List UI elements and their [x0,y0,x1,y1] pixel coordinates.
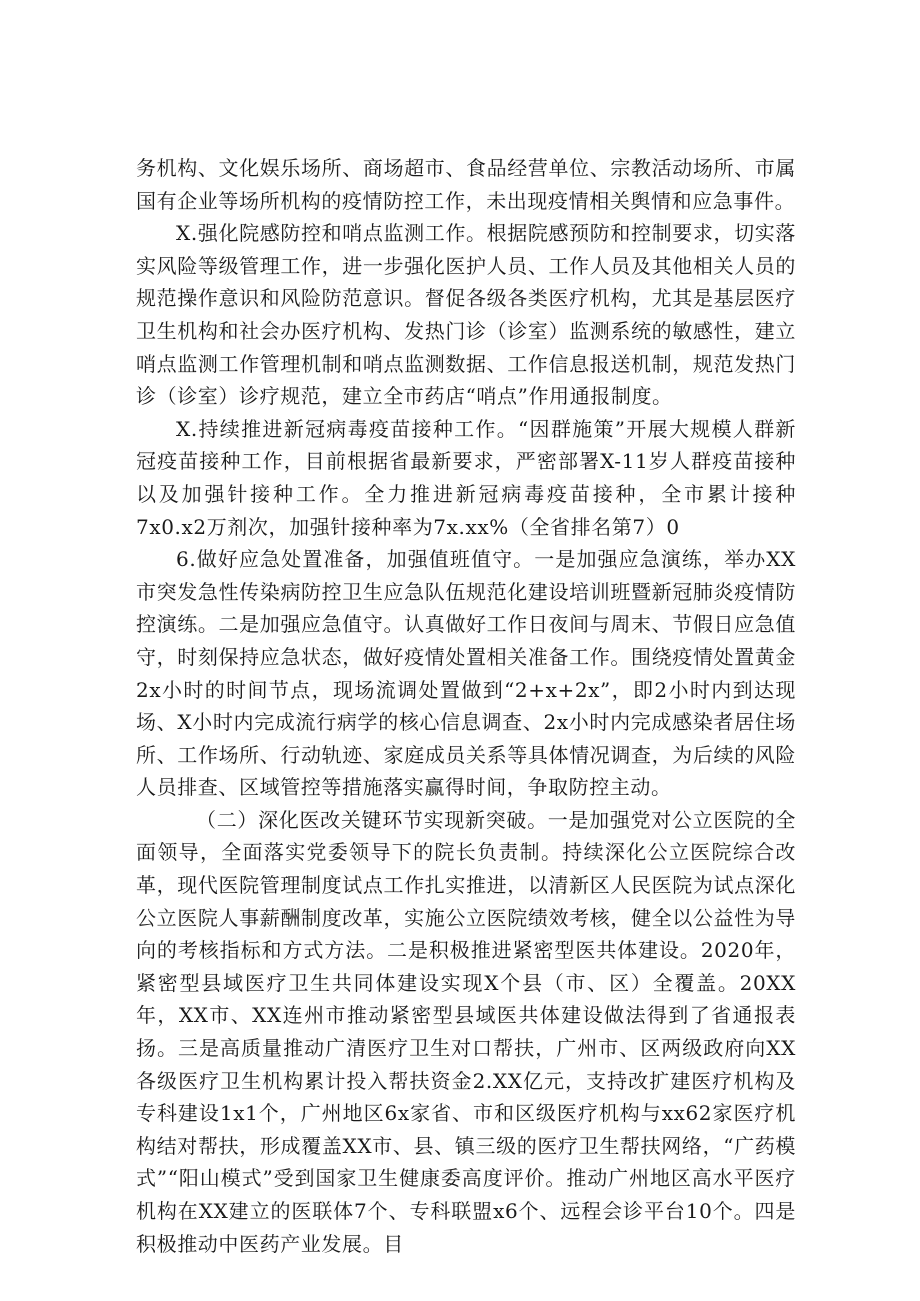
paragraph-medical-reform: （二）深化医改关键环节实现新突破。一是加强党对公立医院的全面领导，全面落实党委领导下的院长负责制。持续深化公立医院综合改革，现代医院管理制度试点工作扎实推进，以清新区人民医院为试点深化公立医院人事薪酬制度改革，实施公立医院绩效考核，健全以公益性为导向的考核指标和方式方法。二是积极推进紧密型医共体建设。2020年，紧密型县域医疗卫生共同体建设实现X个县（市、区）全覆盖。20XX年，XX市、XX连州市推动紧密型县域医共体建设做法得到了省通报表扬。三是高质量推动广清医疗卫生对口帮扶，广州市、区两级政府向XX各级医疗卫生机构累计投入帮扶资金2.XX亿元，支持改扩建医疗机构及专科建设1x1个，广州地区6x家省、市和区级医疗机构与xx62家医疗机构结对帮扶，形成覆盖XX市、县、镇三级的医疗卫生帮扶网络，“广药模式”“阳山模式”受到国家卫生健康委高度评价。推动广州地区高水平医疗机构在XX建立的医联体7个、专科联盟x6个、远程会诊平台10个。四是积极推动中医药产业发展。目 [136,807,796,1256]
document-body [136,152,796,1260]
paragraph-continuation: 务机构、文化娱乐场所、商场超市、食品经营单位、宗教活动场所、市属国有企业等场所机构的疫情防控工作，未出现疫情相关舆情和应急事件。 [136,156,796,213]
paragraph-sentinel-monitoring: X.强化院感防控和哨点监测工作。根据院感预防和控制要求，切实落实风险等级管理工作，进一步强化医护人员、工作人员及其他相关人员的规范操作意识和风险防范意识。督促各级各类医疗机构，尤其是基层医疗卫生机构和社会办医疗机构、发热门诊（诊室）监测系统的敏感性，建立哨点监测工作管理机制和哨点监测数据、工作信息报送机制，规范发热门诊（诊室）诊疗规范，建立全市药店“哨点”作用通报制度。 [136,221,796,409]
paragraph-vaccination: X.持续推进新冠病毒疫苗接种工作。“因群施策”开展大规模人群新冠疫苗接种工作，目前根据省最新要求，严密部署X-11岁人群疫苗接种以及加强针接种工作。全力推进新冠病毒疫苗接种，全市累计接种7x0.x2万剂次，加强针接种率为7x.xx%（全省排名第7）0 [136,416,796,539]
paragraph-emergency-response: 6.做好应急处置准备，加强值班值守。一是加强应急演练，举办XX市突发急性传染病防控卫生应急队伍规范化建设培训班暨新冠肺炎疫情防控演练。二是加强应急值守。认真做好工作日夜间与周末、节假日应急值守，时刻保持应急状态，做好疫情处置相关准备工作。围绕疫情处置黄金2x小时的时间节点，现场流调处置做到“2+x+2x”，即2小时内到达现场、X小时内完成流行病学的核心信息调查、2x小时内完成感染者居住场所、工作场所、行动轨迹、家庭成员关系等具体情况调查，为后续的风险人员排查、区域管控等措施落实赢得时间，争取防控主动。 [136,547,796,800]
